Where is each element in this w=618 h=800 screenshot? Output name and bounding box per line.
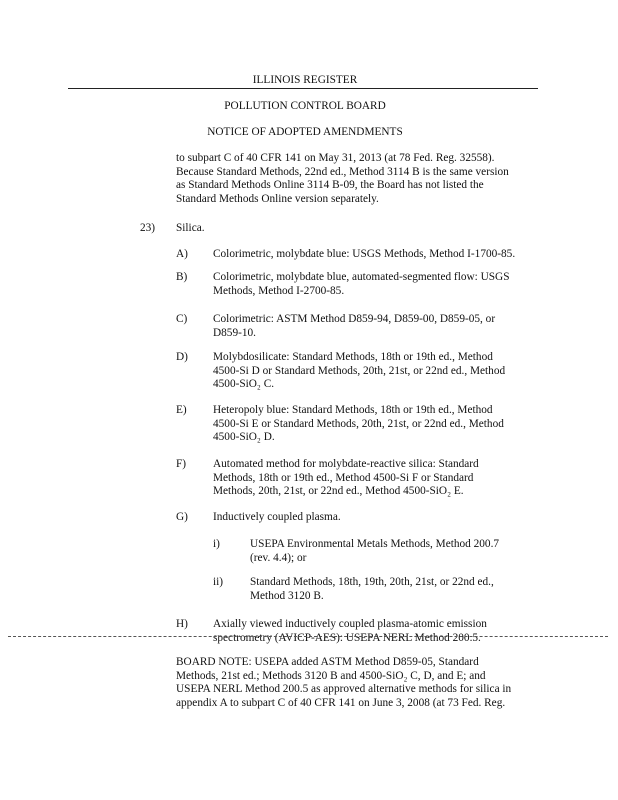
header-rule xyxy=(68,88,538,89)
item-line: Colorimetric, molybdate blue, automated-segmented flow: USGS xyxy=(213,271,510,283)
subitem-label: ii) xyxy=(213,576,224,588)
intro-paragraph xyxy=(176,152,509,206)
item-text xyxy=(213,511,341,525)
board-note-line: BOARD NOTE: USEPA added ASTM Method D859-05, Standard xyxy=(176,656,479,668)
subitem-line: Method 3120 B. xyxy=(250,589,324,602)
item-label: A) xyxy=(176,248,188,260)
notice-title: NOTICE OF ADOPTED AMENDMENTS xyxy=(207,126,403,138)
item-line: 4500-Si E or Standard Methods, 20th, 21st, or 22nd ed., Method xyxy=(213,417,504,430)
item-line: Methods, 18th or 19th ed., Method 4500-Si F or Standard xyxy=(213,471,474,484)
item-text xyxy=(213,313,495,340)
section-title: Silica. xyxy=(176,222,205,234)
subitem-line: Standard Methods, 18th, 19th, 20th, 21st, or 22nd ed., xyxy=(250,576,494,588)
item-line: Heteropoly blue: Standard Methods, 18th or 19th ed., Method xyxy=(213,404,493,416)
item-label: C) xyxy=(176,313,188,325)
item-line: D859-10. xyxy=(213,326,256,339)
item-label: H) xyxy=(176,618,188,630)
intro-line: to subpart C of 40 CFR 141 on May 31, 2013 (at 78 Fed. Reg. 32558). xyxy=(176,152,495,164)
item-line: Colorimetric: ASTM Method D859-94, D859-00, D859-05, or xyxy=(213,313,496,325)
item-label: E) xyxy=(176,404,187,416)
item-label: B) xyxy=(176,271,188,283)
item-line: Colorimetric, molybdate blue: USGS Methods, Method I-1700-85. xyxy=(213,248,516,260)
item-text xyxy=(213,351,505,392)
board-title: POLLUTION CONTROL BOARD xyxy=(224,100,386,112)
item-line: 4500-SiO₂ D. xyxy=(213,431,275,444)
intro-line: as Standard Methods Online 3114 B-09, the Board has not listed the xyxy=(176,179,484,192)
item-text xyxy=(213,618,487,645)
item-text xyxy=(213,248,515,262)
item-line: 4500-Si D or Standard Methods, 20th, 21st, or 22nd ed., Method xyxy=(213,364,506,377)
item-line: Automated method for molybdate-reactive silica: Standard xyxy=(213,458,479,470)
item-line: Methods, 20th, 21st, or 22nd ed., Method 4500-SiO₂ E. xyxy=(213,485,464,498)
intro-line: Standard Methods Online version separately. xyxy=(176,192,379,205)
item-label: D) xyxy=(176,351,188,363)
item-label: G) xyxy=(176,511,188,523)
register-title: ILLINOIS REGISTER xyxy=(252,74,358,86)
item-label: F) xyxy=(176,458,187,470)
subitem-line: USEPA Environmental Metals Methods, Method 200.7 xyxy=(250,538,500,550)
item-text xyxy=(213,271,509,298)
item-line: 4500-SiO₂ C. xyxy=(213,378,275,391)
item-text xyxy=(213,458,479,499)
item-line: Inductively coupled plasma. xyxy=(213,511,341,523)
subitem-text xyxy=(250,576,494,603)
subitem-label: i) xyxy=(213,538,220,550)
item-line: Axially viewed inductively coupled plasma-atomic emission xyxy=(213,618,487,630)
board-note-line: USEPA NERL Method 200.5 as approved alternative methods for silica in xyxy=(176,683,512,696)
item-line: Methods, Method I-2700-85. xyxy=(213,284,345,297)
dashed-rule xyxy=(8,636,608,637)
board-note xyxy=(176,656,511,710)
subitem-line: (rev. 4.4); or xyxy=(250,551,307,564)
intro-line: Because Standard Methods, 22nd ed., Method 3114 B is the same version xyxy=(176,165,509,178)
subitem-text xyxy=(250,538,499,565)
board-note-line: appendix A to subpart C of 40 CFR 141 on June 3, 2008 (at 73 Fed. Reg. xyxy=(176,696,506,709)
board-note-line: Methods, 21st ed.; Methods 3120 B and 4500-SiO₂ C, D, and E; and xyxy=(176,669,486,682)
item-text xyxy=(213,404,504,445)
item-line: Molybdosilicate: Standard Methods, 18th or 19th ed., Method xyxy=(213,351,493,363)
item-line: spectrometry (AVICP-AES): USEPA NERL Method 200.5. xyxy=(213,631,481,644)
section-number: 23) xyxy=(140,222,156,234)
